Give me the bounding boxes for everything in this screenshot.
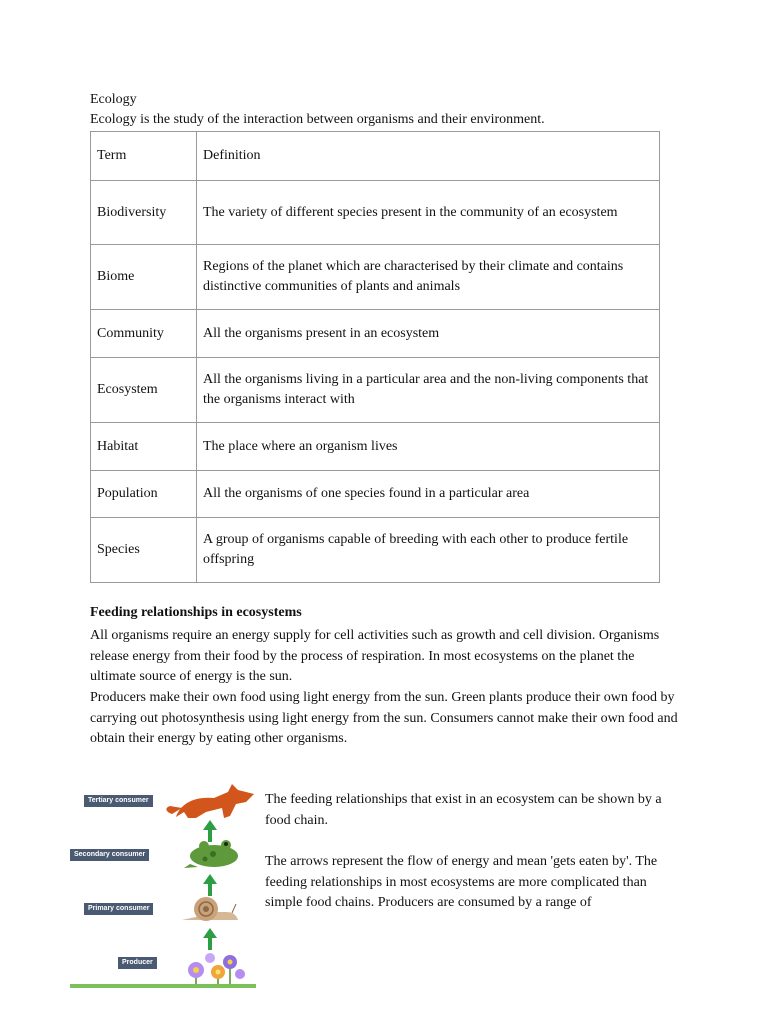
table-row [91, 245, 660, 310]
definition-cell: All the organisms present in an ecosystem [197, 310, 660, 358]
label-producer: Producer [118, 957, 157, 969]
intro-text: Ecology is the study of the interaction between organisms and their environment. [90, 112, 545, 127]
food-chain-text: The arrows represent the flow of energy and mean 'gets eaten by'. The feeding relationships in most ecosystems are more complicated than simple food chains. Producers are consumed by a range of [265, 854, 658, 910]
fox-icon [166, 784, 254, 818]
snail-icon [182, 897, 238, 921]
term-cell: Habitat [91, 423, 197, 471]
page-heading: Ecology [90, 92, 137, 107]
definitions-table [90, 131, 660, 583]
table-row [91, 471, 660, 518]
term-cell: Ecosystem [91, 358, 197, 423]
term-cell: Community [91, 310, 197, 358]
definition-cell: The place where an organism lives [197, 423, 660, 471]
grass-line [70, 984, 256, 988]
food-chain-illustration [68, 772, 258, 992]
term-cell: Species [91, 518, 197, 583]
table-row [91, 181, 660, 245]
header-definition: Definition [197, 132, 660, 181]
table-header-row [91, 132, 660, 181]
header-term: Term [91, 132, 197, 181]
arrow-up-icon [203, 928, 217, 950]
food-chain-diagram [68, 772, 258, 992]
definition-cell: The variety of different species present in the community of an ecosystem [197, 181, 660, 245]
frog-icon [184, 840, 238, 868]
definition-cell: Regions of the planet which are characterised by their climate and contains distinctive communities of plants and animals [197, 245, 660, 310]
definition-cell: All the organisms of one species found in a particular area [197, 471, 660, 518]
table-row [91, 423, 660, 471]
definition-cell: All the organisms living in a particular area and the non-living components that the organisms interact with [197, 358, 660, 423]
table-row [91, 518, 660, 583]
term-cell: Population [91, 471, 197, 518]
term-cell: Biome [91, 245, 197, 310]
paragraph: All organisms require an energy supply for cell activities such as growth and cell division. Organisms release energy from their food by the process of respiration. In most ecosystems on the planet the ultimate source of energy is the sun. [90, 628, 660, 684]
label-secondary-consumer: Secondary consumer [70, 849, 149, 861]
label-tertiary-consumer: Tertiary consumer [84, 795, 153, 807]
arrow-up-icon [203, 820, 217, 842]
table-row [91, 310, 660, 358]
definition-cell: A group of organisms capable of breeding with each other to produce fertile offspring [197, 518, 660, 583]
label-primary-consumer: Primary consumer [84, 903, 153, 915]
arrow-up-icon [203, 874, 217, 896]
term-cell: Biodiversity [91, 181, 197, 245]
flowers-icon [188, 953, 245, 984]
food-chain-text: The feeding relationships that exist in an ecosystem can be shown by a food chain. [265, 792, 662, 828]
section-title: Feeding relationships in ecosystems [90, 605, 302, 620]
paragraph: Producers make their own food using light energy from the sun. Green plants produce their own food by carrying out photosynthesis using light energy from the sun. Consumers cannot make their own food and obtain their energy by eating other organisms. [90, 690, 678, 746]
table-row [91, 358, 660, 423]
